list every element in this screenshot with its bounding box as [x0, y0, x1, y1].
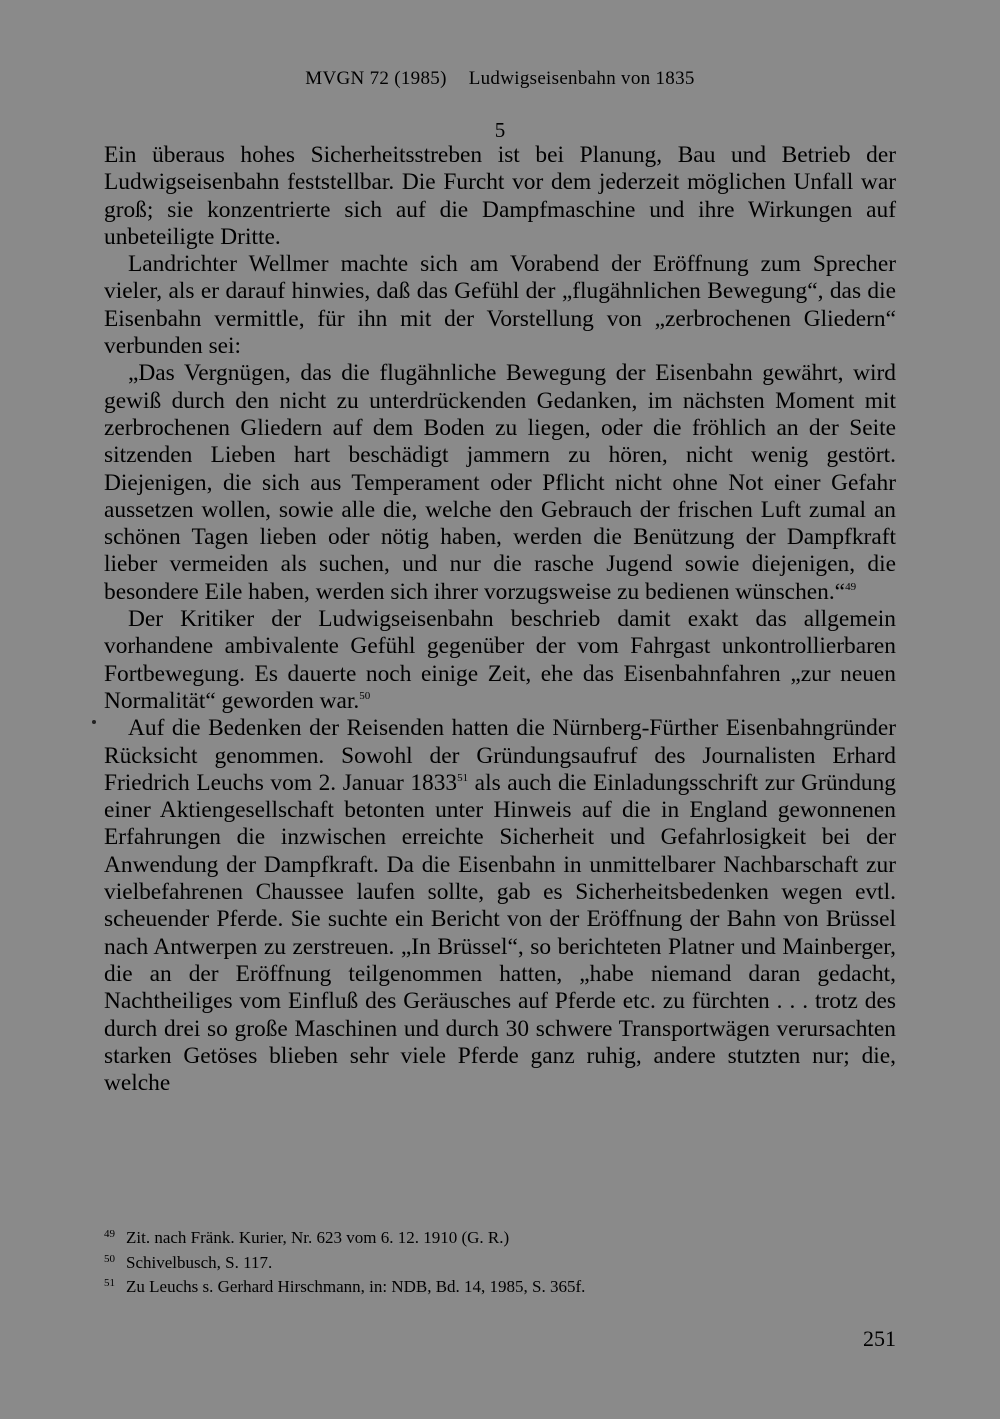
margin-mark [92, 720, 96, 724]
footnote-reference[interactable]: 49 [845, 580, 857, 593]
paragraph [104, 606, 896, 715]
paragraph-text: Auf die Bedenken der Reisenden hatten die Nürnberg-Fürther Eisenbahngründer Rücksicht genommen. Sowohl der Gründungsaufruf des Journalisten Erhard Friedrich Leuchs vom 2. Januar 1833 [104, 715, 896, 796]
footnote: 49 Zit. nach Fränk. Kurier, Nr. 623 vom 6. 12. 1910 (G. R.) [104, 1228, 510, 1247]
footnote-text: Zit. nach Fränk. Kurier, Nr. 623 vom 6. 12. 1910 (G. R.) [126, 1228, 510, 1247]
footnote-reference[interactable]: 50 [359, 689, 371, 702]
paragraph-text: als auch die Einladungsschrift zur Gründung einer Aktiengesellschaft betonten unter Hinweis auf die in England gewonnenen Erfahrungen die inzwischen erreichte Sicherheit und Gefahrlosigkeit bei der Anwendung der Dampfkraft. Da die Eisenbahn in unmittelbarer Nachbarschaft zur vielbefahrenen Chaussee laufen sollte, gab es Sicherheitsbedenken wegen evtl. scheuender Pferde. Sie suchte ein Bericht von der Eröffnung der Bahn von Brüssel nach Antwerpen zu zerstreuen. „In Brüssel“, so berichteten Platner und Mainberger, die an der Eröffnung teilgenommen hatten, „habe niemand daran gedacht, Nachtheiliges vom Einfluß des Geräusches auf Pferde etc. zu fürchten . . . trotz des durch drei so große Maschinen und durch 30 schwere Transportwägen verursachten starken Getöses blieben sehr viele Pferde ganz ruhig, andere stutzten nur; die, welche [104, 769, 896, 1097]
paragraph [104, 251, 896, 360]
paragraph-text: „Das Vergnügen, das die flugähnliche Bewegung der Eisenbahn gewährt, wird gewiß durch den nicht zu unterdrückenden Gedanken, im nächsten Moment mit zerbrochenen Gliedern auf dem Boden zu liegen, oder die fröhlich an der Seite sitzenden Lieben hart beschädigt jammern zu hören, nicht wenig gestört. Diejenigen, die sich aus Temperament oder Pflicht nicht ohne Not einer Gefahr aussetzen wollen, sowie alle die, welche den Gebrauch der frischen Luft zumal an schönen Tagen lieben oder nötig haben, werden die Benützung der Dampfkraft lieber vermeiden als suchen, und nur die rasche Jugend sowie diejenigen, die besondere Eile haben, werden sich ihrer vorzugsweise zu bedienen wünschen.“ [104, 360, 896, 605]
page-number: 251 [863, 1326, 896, 1351]
paragraph-text: Ein überaus hohes Sicherheitsstreben ist bei Planung, Bau und Betrieb der Ludwigseisenbahn feststellbar. Die Furcht vor dem jederzeit möglichen Unfall war groß; sie konzentrierte sich auf die Dampfmaschine und ihre Wirkungen auf unbeteiligte Dritte. [104, 142, 896, 250]
paragraph-text: Landrichter Wellmer machte sich am Vorabend der Eröffnung zum Sprecher vieler, als er darauf hinwies, daß das Gefühl der „flugähnlichen Bewegung“, das die Eisenbahn vermittle, für ihn mit der Vorstellung von „zerbrochenen Gliedern“ verbunden sei: [104, 251, 896, 360]
body-text [104, 142, 896, 1097]
section-number: 5 [494, 118, 506, 142]
footnotes [104, 1226, 896, 1300]
paragraph [104, 715, 896, 1097]
footnote-text: Zu Leuchs s. Gerhard Hirschmann, in: NDB, Bd. 14, 1985, S. 365f. [126, 1277, 586, 1296]
footnote: 50 Schivelbusch, S. 117. [104, 1252, 273, 1272]
paragraph-text: Der Kritiker der Ludwigseisenbahn beschrieb damit exakt das allgemein vorhandene ambivalente Gefühl gegenüber der vom Fahrgast unkontrollierbaren Fortbewegung. Es dauerte noch einige Zeit, ehe das Eisenbahnfahren „zur neuen Normalität“ geworden war. [104, 606, 896, 714]
footnote-reference[interactable]: 51 [457, 771, 469, 784]
paragraph [104, 142, 896, 251]
footnote: 51 Zu Leuchs s. Gerhard Hirschmann, in: NDB, Bd. 14, 1985, S. 365f. [104, 1277, 586, 1296]
running-head [0, 68, 1000, 90]
paragraph [104, 360, 896, 606]
journal-reference: MVGN 72 (1985) [305, 68, 447, 89]
running-title: Ludwigseisenbahn von 1835 [468, 68, 695, 89]
footnote-text: Schivelbusch, S. 117. [126, 1252, 273, 1272]
